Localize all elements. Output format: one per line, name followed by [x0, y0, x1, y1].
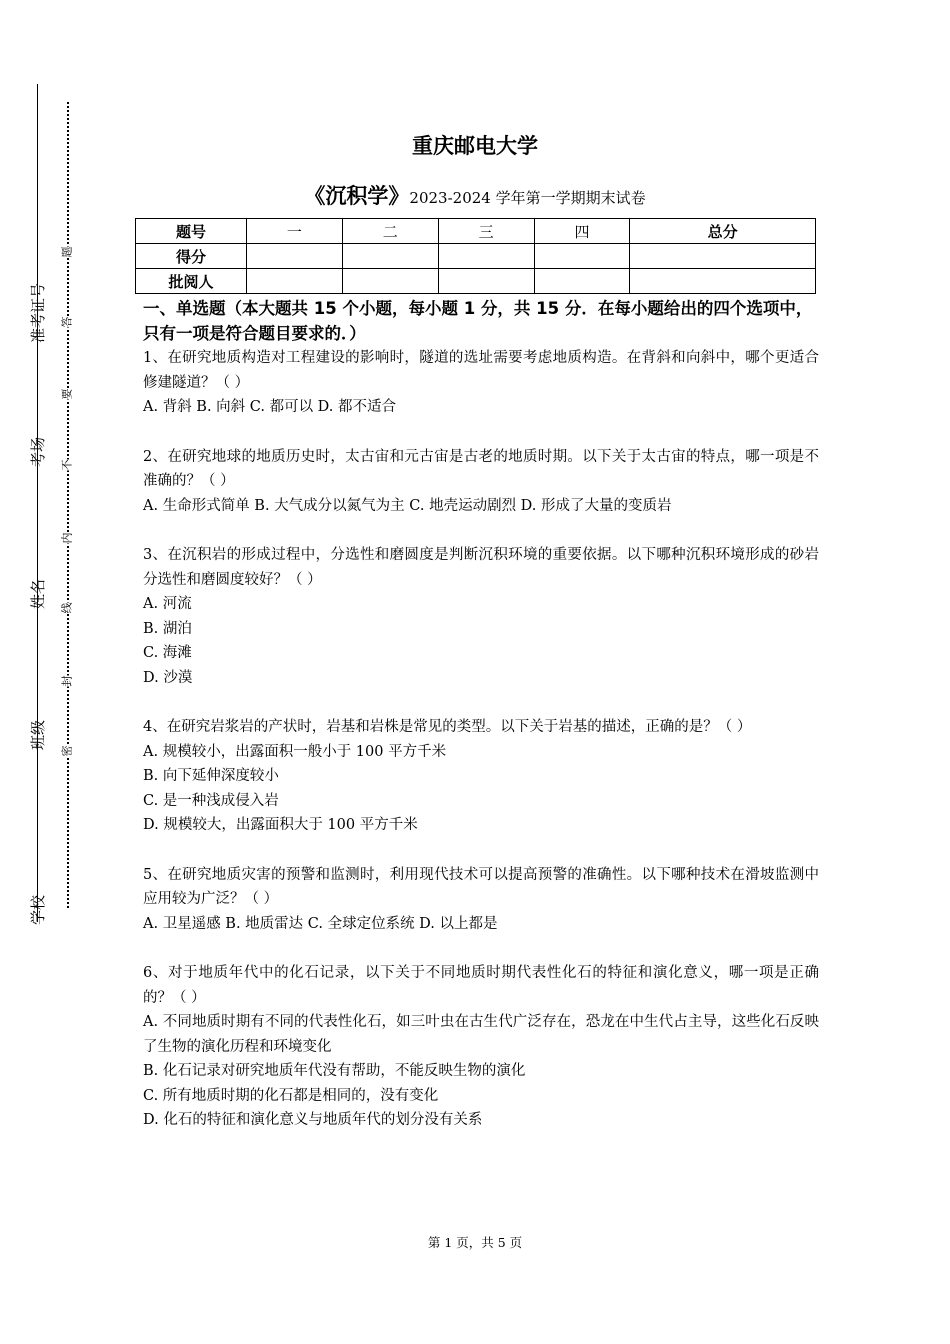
- option-b: B. 湖泊: [143, 620, 192, 637]
- option-c: C. 是一种浅成侵入岩: [143, 792, 279, 809]
- score-cell: [534, 269, 630, 294]
- question-6: [143, 961, 819, 1133]
- option-d: D. 规模较大，出露面积大于 100 平方千米: [143, 817, 418, 833]
- page-number: 第 1 页，共 5 页: [427, 1235, 523, 1250]
- field-label-exam-number: 准考证号: [29, 282, 47, 343]
- score-table: [135, 218, 816, 294]
- option-d: D. 沙漠: [143, 669, 193, 686]
- option-a: A. 不同地质时期有不同的代表性化石，如三叶虫在古生代广泛存在，恐龙在中生代占主导，这些化石反映了生物的演化历程和环境变化: [143, 1014, 819, 1055]
- score-cell: [247, 269, 343, 294]
- field-label-school: 学校: [29, 894, 47, 925]
- option-b: B. 化石记录对研究地质年代没有帮助，不能反映生物的演化: [143, 1063, 526, 1079]
- question-4: [143, 715, 819, 838]
- option-b: B. 向下延伸深度较小: [143, 768, 279, 784]
- score-cell: [438, 244, 534, 269]
- option-c: C. 海滩: [143, 645, 192, 661]
- option-a: A. 规模较小，出露面积一般小于 100 平方千米: [143, 743, 447, 760]
- exam-term: 2023-2024 学年第一学期期末试卷: [409, 189, 646, 207]
- seal-char: 不: [60, 459, 74, 471]
- score-row-label: 得分: [136, 244, 247, 269]
- field-label-name: 姓名: [29, 578, 47, 609]
- question-text: 5、在研究地质灾害的预警和监测时，利用现代技术可以提高预警的准确性。以下哪种技术在滑坡监测中应用较为广泛？（ ）: [143, 866, 819, 907]
- option-d: D. 化石的特征和演化意义与地质年代的划分没有关系: [143, 1112, 483, 1128]
- score-col-header: 二: [342, 219, 438, 244]
- question-options: A. 背斜 B. 向斜 C. 都可以 D. 都不适合: [143, 399, 397, 415]
- seal-char: 密: [60, 745, 74, 757]
- option-a: A. 河流: [143, 596, 192, 612]
- field-label-class: 班级: [29, 719, 47, 750]
- field-label-exam-room: 考场: [29, 436, 47, 467]
- score-cell: [630, 269, 816, 294]
- score-table-row: [136, 244, 816, 269]
- score-cell: [534, 244, 630, 269]
- option-c: C. 所有地质时期的化石都是相同的，没有变化: [143, 1087, 439, 1104]
- score-cell: [630, 244, 816, 269]
- score-col-header: 题号: [136, 219, 247, 244]
- question-text: 2、在研究地球的地质历史时，太古宙和元古宙是古老的地质时期。以下关于太古宙的特点，哪一项是不准确的？（ ）: [143, 448, 819, 489]
- score-col-header: 四: [534, 219, 630, 244]
- seal-char: 答: [60, 316, 74, 328]
- university-title: 重庆邮电大学: [412, 134, 538, 158]
- exam-subtitle: [0, 180, 950, 210]
- seal-char: 要: [60, 388, 74, 400]
- question-text: 6、对于地质年代中的化石记录，以下关于不同地质时期代表性化石的特征和演化意义，哪一项是正确的？（ ）: [143, 965, 819, 1006]
- score-cell: [342, 269, 438, 294]
- score-table-row: [136, 269, 816, 294]
- seal-char: 线: [60, 602, 74, 614]
- question-5: [143, 863, 819, 937]
- exam-content: [143, 296, 819, 1133]
- seal-dotted-line: [67, 102, 69, 908]
- course-name: 《沉积学》: [304, 184, 410, 208]
- seal-char: 题: [60, 246, 74, 258]
- score-table-header-row: [136, 219, 816, 244]
- question-2: [143, 445, 819, 519]
- score-col-header: 一: [247, 219, 343, 244]
- score-cell: [247, 244, 343, 269]
- score-cell: [342, 244, 438, 269]
- question-text: 3、在沉积岩的形成过程中，分选性和磨圆度是判断沉积环境的重要依据。以下哪种沉积环境形成的砂岩分选性和磨圆度较好？（ ）: [143, 547, 819, 588]
- score-cell: [438, 269, 534, 294]
- seal-char: 封: [60, 675, 74, 687]
- section-heading: 一、单选题（本大题共 15 个小题，每小题 1 分，共 15 分．在每小题给出的四个选项中，只有一项是符合题目要求的．）: [143, 299, 813, 343]
- question-3: [143, 543, 819, 690]
- score-col-header: 三: [438, 219, 534, 244]
- question-options: A. 卫星遥感 B. 地质雷达 C. 全球定位系统 D. 以上都是: [143, 915, 498, 932]
- question-1: [143, 346, 819, 420]
- score-row-label: 批阅人: [136, 269, 247, 294]
- score-col-header: 总分: [630, 219, 816, 244]
- question-options: A. 生命形式简单 B. 大气成分以氮气为主 C. 地壳运动剧烈 D. 形成了大量的变质岩: [143, 497, 672, 514]
- question-text: 4、在研究岩浆岩的产状时，岩基和岩株是常见的类型。以下关于岩基的描述，正确的是？（ ）: [143, 719, 752, 735]
- question-text: 1、在研究地质构造对工程建设的影响时，隧道的选址需要考虑地质构造。在背斜和向斜中，哪个更适合修建隧道？（ ）: [143, 350, 819, 391]
- seal-char: 内: [60, 532, 74, 544]
